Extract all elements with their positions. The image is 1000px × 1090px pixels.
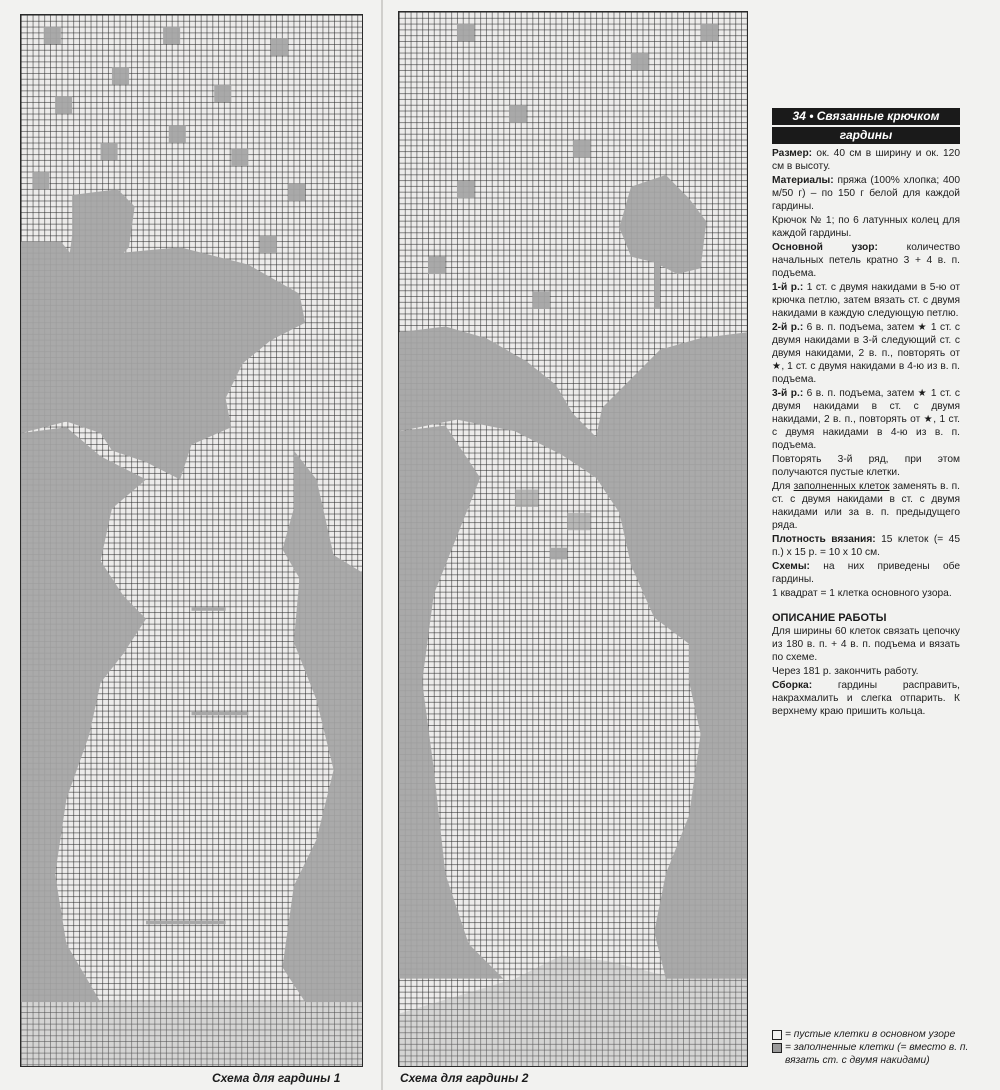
assembly-label: Сборка: [772, 680, 813, 691]
assembly-text: гардины расправить, накрахмалить и слегка отпарить. К верхнему краю пришить кольца. [772, 680, 960, 717]
legend-empty-text: = пустые клетки в основном узоре [785, 1029, 956, 1040]
cat-nose [550, 548, 567, 560]
pattern-text: количество начальных петель кратно 3 + 4 в. п. подъема. [772, 242, 960, 279]
legend [772, 1028, 1000, 1067]
filled-pre: Для [772, 481, 794, 492]
right-shadow [654, 629, 747, 978]
snow-dot [532, 292, 549, 309]
tree-crown [619, 175, 706, 274]
snow-dot [701, 24, 718, 41]
square-paragraph: 1 квадрат = 1 клетка основного узора. [772, 588, 952, 599]
chart-2-caption: Схема для гардины 2 [400, 1071, 529, 1085]
cat-line [192, 712, 249, 715]
snow-dot [169, 125, 186, 142]
row2-label: 2-й р.: [772, 322, 804, 333]
schemes-paragraph [772, 560, 960, 586]
chart-1-caption: Схема для гардины 1 [212, 1071, 341, 1085]
empty-cell-icon [772, 1030, 782, 1040]
cat-line [192, 607, 226, 610]
cat-line [146, 921, 226, 924]
left-shadow [21, 427, 146, 1002]
snow-dot [631, 53, 648, 70]
snow-dot [457, 24, 474, 41]
schemes-text: на них приведены обе гардины. [772, 561, 960, 585]
snow-dot [288, 183, 305, 200]
article-title: 34 • Связанные крючком [772, 108, 960, 125]
bottom-edge [21, 1002, 362, 1066]
instructions-column [772, 108, 960, 719]
snow-dot [44, 27, 61, 44]
density-text: 15 клеток (= 45 п.) x 15 р. = 10 x 10 см. [772, 534, 960, 558]
snow-dot [112, 67, 129, 84]
assembly-paragraph [772, 679, 960, 718]
row2-paragraph [772, 321, 960, 386]
chart-2-motif [399, 12, 747, 1066]
size-paragraph [772, 147, 960, 173]
snow-dot [214, 85, 231, 102]
pattern-paragraph [772, 241, 960, 280]
filled-post: заменять в. п. ст. с двумя накидами в ст. с двумя накидами или за в. п. предыдущего ряда. [772, 481, 960, 531]
cat-eye [567, 513, 590, 530]
chart-1-motif [21, 15, 362, 1066]
snow-dot [231, 149, 248, 166]
snow-dot [573, 140, 590, 157]
row1-label: 1-й р.: [772, 282, 804, 293]
repeat-paragraph: Повторять 3-й ряд, при этом получаются пустые клетки. [772, 454, 960, 478]
row3-paragraph [772, 387, 960, 452]
filled-cell-icon [772, 1043, 782, 1053]
legend-filled-text: = заполненные клетки (= вместо в. п. вязать ст. с двумя накидами) [785, 1042, 969, 1066]
work-heading: ОПИСАНИЕ РАБОТЫ [772, 612, 887, 624]
snow-dot [101, 143, 118, 160]
snow-dot [428, 257, 445, 274]
size-text: ок. 40 см в ширину и ок. 120 см в высоту. [772, 148, 960, 172]
pattern-label: Основной узор: [772, 242, 878, 253]
snow-dot [32, 172, 49, 189]
legend-filled-row [772, 1041, 1000, 1067]
materials-text: пряжа (100% хлопка; 400 м/50 г) – по 150 г белой для каждой гардины. [772, 175, 960, 212]
snow-dot [271, 38, 288, 55]
density-paragraph [772, 533, 960, 559]
page-gutter [381, 0, 383, 1090]
snow-dot [55, 96, 72, 113]
size-label: Размер: [772, 148, 813, 159]
tree-trunk [654, 262, 660, 309]
chart-curtain-1 [20, 14, 363, 1067]
left-shadow [399, 425, 503, 978]
chart-curtain-2 [398, 11, 748, 1067]
schemes-label: Схемы: [772, 561, 810, 572]
hook-paragraph: Крючок № 1; по 6 латунных колец для каждой гардины. [772, 215, 960, 239]
row3-text: 6 в. п. подъема, затем ★ 1 ст. с двумя накидами в ст. с двумя накидами, 2 в. п., повторять от ★, 1 ст. с двумя накидами в 4-ю из в. п. подъема. [772, 388, 960, 451]
snow-dot [260, 236, 277, 253]
snow-dot [457, 181, 474, 198]
filled-paragraph [772, 480, 960, 532]
right-shadow [282, 450, 362, 1002]
article-title-line2: гардины [772, 127, 960, 144]
work-paragraph-2: Через 181 р. закончить работу. [772, 666, 919, 677]
snow-dot [509, 105, 526, 122]
snow-dot [163, 27, 180, 44]
materials-label: Материалы: [772, 175, 834, 186]
row1-text: 1 ст. с двумя накидами в 5-ю от крючка петлю, затем вязать ст. с двумя накидами в каждую следующую петлю. [772, 282, 960, 319]
density-label: Плотность вязания: [772, 534, 876, 545]
legend-empty-row [772, 1028, 1000, 1041]
row1-paragraph [772, 281, 960, 320]
row2-text: 6 в. п. подъема, затем ★ 1 ст. с двумя накидами в 3-й следующий ст. с двумя накидами, 2 в. п., повторять от ★, 1 ст. с двумя накидами в 4-ю из в. п. подъема. [772, 322, 960, 385]
work-paragraph-1: Для ширины 60 клеток связать цепочку из 180 в. п. + 4 в. п. подъема и вязать по схеме. [772, 626, 960, 663]
cat-eye [515, 490, 538, 507]
filled-link: заполненных клеток [793, 481, 890, 492]
row3-label: 3-й р.: [772, 388, 804, 399]
materials-paragraph [772, 174, 960, 213]
